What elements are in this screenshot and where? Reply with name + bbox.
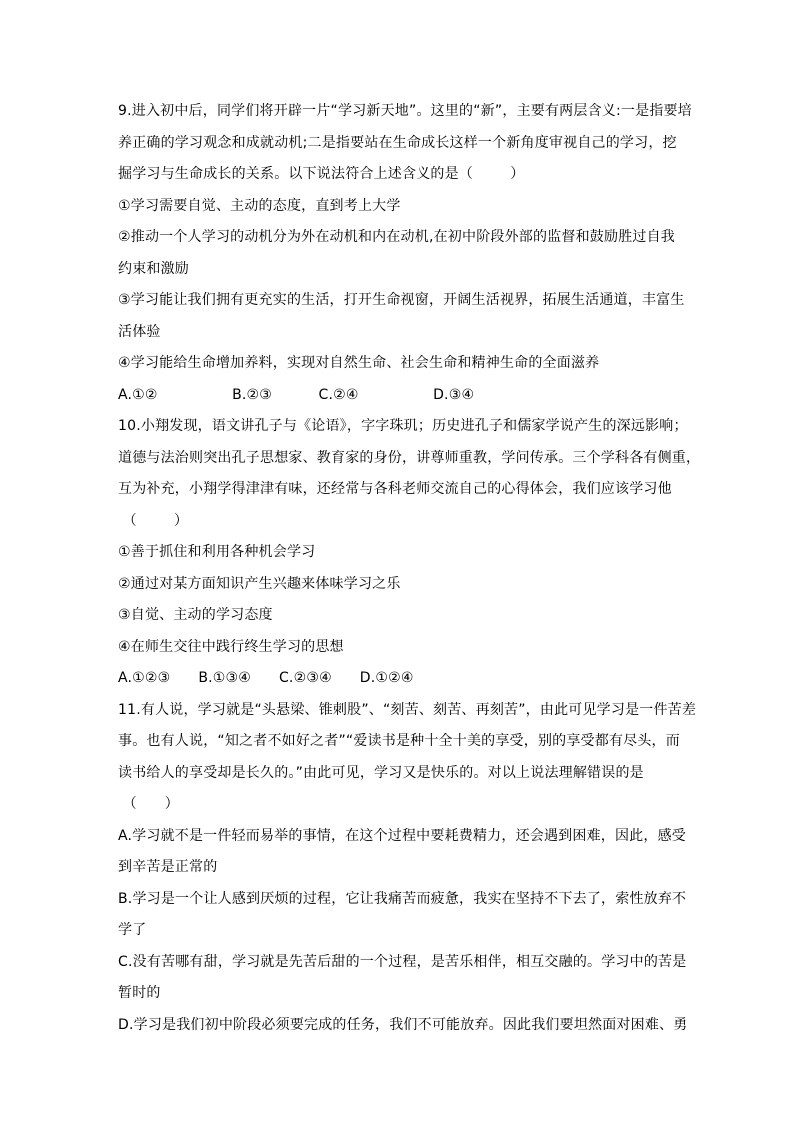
- q11-choice-c-cont: 暂时的: [118, 985, 161, 1001]
- q9-statement-3: ③学习能让我们拥有更充实的生活，打开生命视窗，开阔生活视界，拓展生活通道，丰富生: [118, 292, 685, 308]
- q9-options: A.①② B.②③ C.②④ D.③④: [118, 387, 475, 403]
- q9-stem-line-3: 掘学习与生命成长的关系。以下说法符合上述含义的是（ ）: [118, 166, 525, 182]
- q11-choice-c: C.没有苦哪有甜，学习就是先苦后甜的一个过程，是苦乐相伴，相互交融的。学习中的苦是: [118, 954, 687, 970]
- q10-stem-line-2: 道德与法治则突出孔子思想家、教育家的身份，讲尊师重教，学问传承。三个学科各有侧重，: [118, 450, 701, 466]
- q11-choice-a-cont: 到辛苦是正常的: [118, 859, 218, 875]
- q9-statement-1: ①学习需要自觉、主动的态度，直到考上大学: [118, 198, 401, 214]
- q11-choice-d: D.学习是我们初中阶段必须要完成的任务，我们不可能放弃。因此我们要坦然面对困难、勇: [118, 1017, 688, 1033]
- q9-statement-2: ②推动一个人学习的动机分为外在动机和内在动机,在初中阶段外部的监督和鼓励胜过自我: [118, 229, 675, 245]
- q9-statement-4: ④学习能给生命增加养料，实现对自然生命、社会生命和精神生命的全面滋养: [118, 355, 600, 371]
- q11-stem-line-3: 读书给人的享受却是长久的。”由此可见，学习又是快乐的。对以上说法理解错误的是: [118, 765, 644, 781]
- q11-choice-a: A.学习就不是一件轻而易举的事情，在这个过程中要耗费精力，还会遇到困难，因此，感受: [118, 828, 686, 844]
- q10-statement-2: ②通过对某方面知识产生兴趣来体味学习之乐: [118, 576, 401, 592]
- q10-statement-4: ④在师生交往中践行终生学习的思想: [118, 639, 344, 655]
- q10-stem-line-4: （ ）: [118, 513, 189, 529]
- q11-choice-b-cont: 学了: [118, 922, 147, 938]
- q10-statement-3: ③自觉、主动的学习态度: [118, 607, 273, 623]
- q9-statement-3-cont: 活体验: [118, 324, 161, 340]
- q11-choice-b: B.学习是一个让人感到厌烦的过程，它让我痛苦而疲惫，我实在坚持不下去了，索性放弃不: [118, 891, 687, 907]
- q11-stem-line-4: （ ）: [118, 796, 179, 812]
- q11-stem-line-2: 事。也有人说，“知之者不如好之者”“爱读书是种十全十美的享受，别的享受都有尽头，而: [118, 733, 680, 749]
- q10-options: A.①②③ B.①③④ C.②③④ D.①②④: [118, 670, 414, 686]
- q11-stem-line-1: 11.有人说，学习就是“头悬梁、锥刺股”、“刻苦、刻苦、再刻苦”，由此可见学习是一件苦差: [118, 702, 697, 718]
- q10-stem-line-1: 10.小翔发现，语文讲孔子与《论语》，字字珠玑；历史进孔子和儒家学说产生的深远影响；: [118, 418, 688, 434]
- q9-stem-line-1: 9.进入初中后，同学们将开辟一片“学习新天地”。这里的“新”，主要有两层含义:一是指要培: [118, 103, 692, 119]
- q10-stem-line-3: 互为补充，小翔学得津津有味，还经常与各科老师交流自己的心得体会，我们应该学习他: [118, 481, 672, 497]
- q10-statement-1: ①善于抓住和利用各种机会学习: [118, 544, 316, 560]
- q9-statement-2-cont: 约束和激励: [118, 261, 189, 277]
- q9-stem-line-2: 养正确的学习观念和成就动机;二是指要站在生命成长这样一个新角度审视自己的学习，挖: [118, 135, 677, 151]
